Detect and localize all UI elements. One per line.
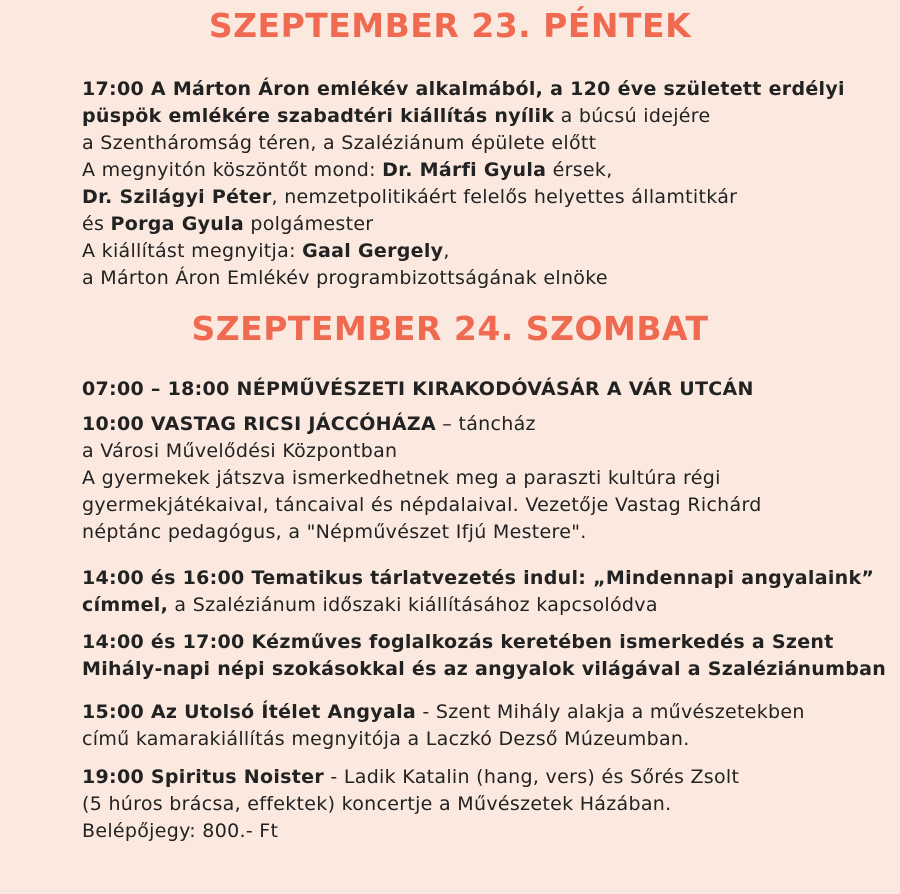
event-text: polgámester [244, 213, 374, 235]
speaker-name: Porga Gyula [110, 213, 245, 235]
event-text: néptánc pedagógus, a "Népművészet Ifjú Mestere". [82, 521, 587, 543]
event-craft-fair [82, 376, 892, 403]
event-text: és [82, 213, 111, 235]
event-text: érsek, [546, 159, 613, 181]
event-text: , [443, 240, 450, 262]
event-title: 14:00 és 16:00 Tematikus tárlatvezetés indul: „Mindennapi angyalaink” [82, 567, 875, 589]
event-text: gyermekjátékaival, táncaival és népdalaival. Vezetője Vastag Richárd [82, 494, 762, 516]
event-text: A megnyitón köszöntőt mond: [82, 159, 383, 181]
day-heading-friday: SZEPTEMBER 23. PÉNTEK [208, 6, 692, 45]
event-title-cont: címmel, [82, 594, 169, 616]
event-concert [82, 764, 892, 845]
event-text: A gyermekek játszva ismerkedhetnek meg a paraszti kultúra régi [82, 467, 721, 489]
speaker-name: Gaal Gergely [302, 240, 444, 262]
event-location: a Városi Művelődési Központban [82, 440, 398, 462]
event-exhibition-opening [82, 76, 892, 292]
event-text: című kamarakiállítás megnyitója a Laczkó Dezső Múzeumban. [82, 728, 690, 750]
event-title: 15:00 Az Utolsó Ítélet Angyala [82, 701, 417, 723]
ticket-price: Belépőjegy: 800.- Ft [82, 820, 279, 842]
event-title: 17:00 A Márton Áron emlékév alkalmából, a 120 éve született erdélyi [82, 78, 845, 100]
event-title: 19:00 Spiritus Noister [82, 766, 325, 788]
event-title-cont: püspök emlékére szabadtéri kiállítás nyílik [82, 105, 555, 127]
event-craft-workshop [82, 629, 892, 683]
event-text: a Márton Áron Emlékév programbizottságának elnöke [82, 267, 608, 289]
event-dance-house [82, 411, 892, 546]
event-title: 07:00 – 18:00 NÉPMŰVÉSZETI KIRAKODÓVÁSÁR A VÁR UTCÁN [82, 378, 754, 400]
event-title-cont: Mihály-napi népi szokásokkal és az angyalok világával a Szaléziánumban [82, 658, 887, 680]
event-text: - Ladik Katalin (hang, vers) és Sőrés Zsolt [324, 766, 740, 788]
event-text: a Szaléziánum időszaki kiállításához kapcsolódva [168, 594, 658, 616]
event-title: 14:00 és 17:00 Kézműves foglalkozás keretében ismerkedés a Szent [82, 631, 834, 653]
event-angel-exhibition [82, 699, 892, 753]
speaker-name: Dr. Márfi Gyula [382, 159, 547, 181]
speaker-name: Dr. Szilágyi Péter [82, 186, 272, 208]
event-guided-tour [82, 565, 892, 619]
event-text: – táncház [435, 413, 536, 435]
event-text: - Szent Mihály alakja a művészetekben [416, 701, 805, 723]
event-text: (5 húros brácsa, effektek) koncertje a Művészetek Házában. [82, 793, 672, 815]
event-title: 10:00 VASTAG RICSI JÁCCÓHÁZA [82, 413, 436, 435]
event-text: , nemzetpolitikáért felelős helyettes államtitkár [271, 186, 738, 208]
event-location: a Szentháromság téren, a Szaléziánum épülete előtt [82, 132, 597, 154]
event-text: A kiállítást megnyitja: [82, 240, 303, 262]
event-text: a búcsú idejére [554, 105, 711, 127]
day-heading-saturday: SZEPTEMBER 24. SZOMBAT [191, 309, 709, 348]
